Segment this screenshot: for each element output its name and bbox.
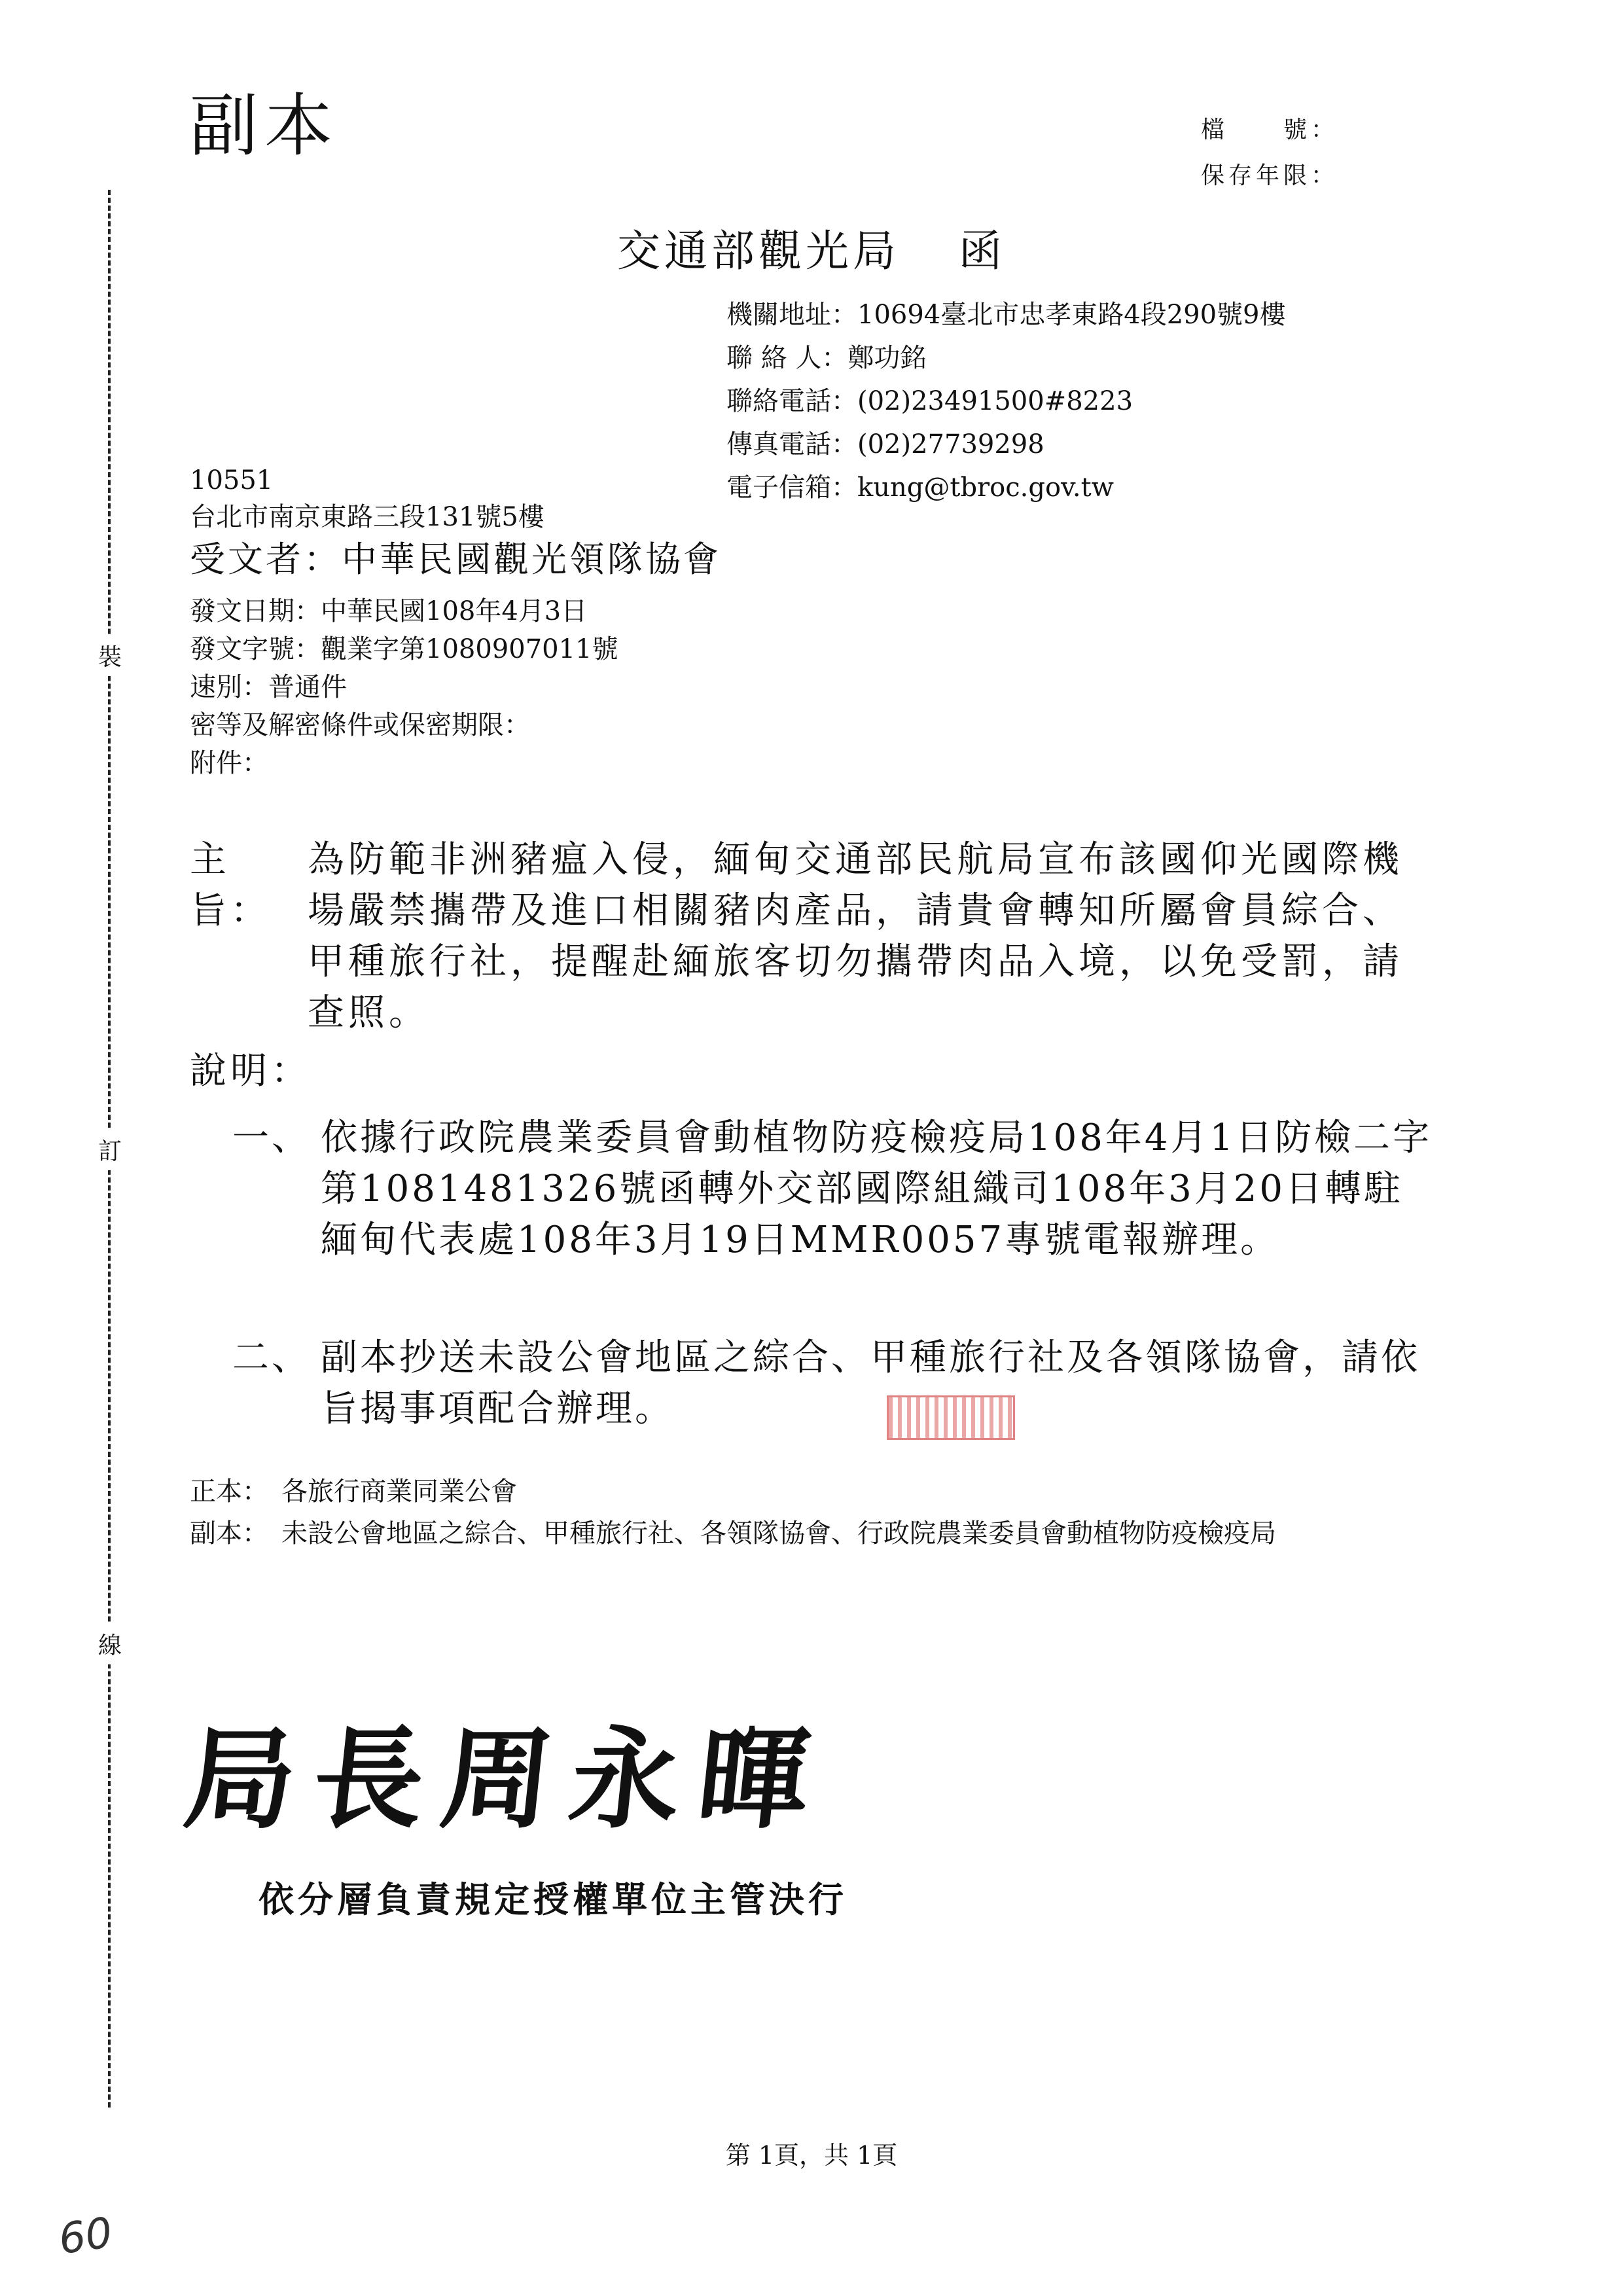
explanation-item-number: 一、: [232, 1117, 311, 1159]
recipient-line: 受文者：中華民國觀光領隊協會: [190, 539, 721, 580]
sender-fax: 傳真電話：(02)27739298: [726, 429, 1044, 459]
issue-date: 發文日期：中華民國108年4月3日: [190, 596, 588, 626]
retention-label: 保存年限：: [1201, 162, 1339, 189]
subject-label: 主旨：: [190, 838, 271, 932]
sender-contact: 聯 絡 人：鄭功銘: [726, 343, 927, 373]
authorization-note: 依分層負責規定授權單位主管決行: [259, 1878, 847, 1920]
agency-name: 交通部觀光局: [617, 226, 900, 276]
original-recipients: [190, 1473, 1433, 1511]
explanation-item-1: [232, 1113, 1433, 1266]
sender-address: 機關地址：10694臺北市忠孝東路4段290號9樓: [726, 300, 1286, 330]
sender-info: [726, 293, 1286, 509]
explanation-item-text: 依據行政院農業委員會動植物防疫檢疫局108年4月1日防檢二字第1081481326號函轉外交部國際組織司108年3月20日轉駐緬甸代表處108年3月19日MMR0057專號電報辦理。: [321, 1117, 1433, 1261]
binding-mark-ding: 訂: [98, 1129, 122, 1170]
document-title: [0, 216, 1623, 278]
copy-text: 未設公會地區之綜合、甲種旅行社、各領隊協會、行政院農業委員會動植物防疫檢疫局: [281, 1518, 1276, 1549]
original-text: 各旅行商業同業公會: [281, 1477, 517, 1507]
red-seal-stamp: [887, 1395, 1015, 1440]
recipient-postcode: 10551: [190, 465, 274, 495]
file-number-label: 檔 號：: [1201, 117, 1339, 143]
recipient-address-block: [190, 462, 544, 535]
subject-section: [190, 834, 1433, 1039]
security-level: 密等及解密條件或保密期限：: [190, 710, 530, 740]
director-signature-seal: 局長周永暉: [179, 1714, 834, 1844]
copy-recipients: [190, 1515, 1433, 1552]
binding-mark-xian: 線: [98, 1623, 122, 1664]
document-type: 函: [959, 226, 1006, 276]
handwritten-number: 60: [56, 2208, 116, 2265]
copy-mark: 副本: [190, 86, 340, 166]
subject-text: 為防範非洲豬瘟入侵，緬甸交通部民航局宣布該國仰光國際機場嚴禁攜帶及進口相關豬肉產品，請貴會轉知所屬會員綜合、甲種旅行社，提醒赴緬旅客切勿攜帶肉品入境，以免受罰，請查照。: [308, 838, 1403, 1034]
recipient-address: 台北市南京東路三段131號5樓: [190, 502, 544, 532]
explanation-item-2: [232, 1333, 1433, 1435]
sender-email: 電子信箱：kung@tbroc.gov.tw: [726, 473, 1114, 503]
explanation-item-text: 副本抄送未設公會地區之綜合、甲種旅行社及各領隊協會，請依旨揭事項配合辦理。: [321, 1336, 1420, 1430]
issue-number: 發文字號：觀業字第1080907011號: [190, 634, 618, 664]
explanation-label: 說明：: [190, 1050, 312, 1092]
copy-label: 副本：: [190, 1518, 268, 1549]
sender-phone: 聯絡電話：(02)23491500#8223: [726, 386, 1133, 416]
document-meta: [190, 592, 618, 782]
page-number: 第 1頁，共 1頁: [725, 2141, 898, 2170]
explanation-item-number: 二、: [232, 1336, 311, 1379]
attachment: 附件：: [190, 748, 268, 778]
original-label: 正本：: [190, 1477, 268, 1507]
delivery-speed: 速別：普通件: [190, 672, 347, 702]
binding-mark-zhuang: 裝: [98, 635, 122, 676]
